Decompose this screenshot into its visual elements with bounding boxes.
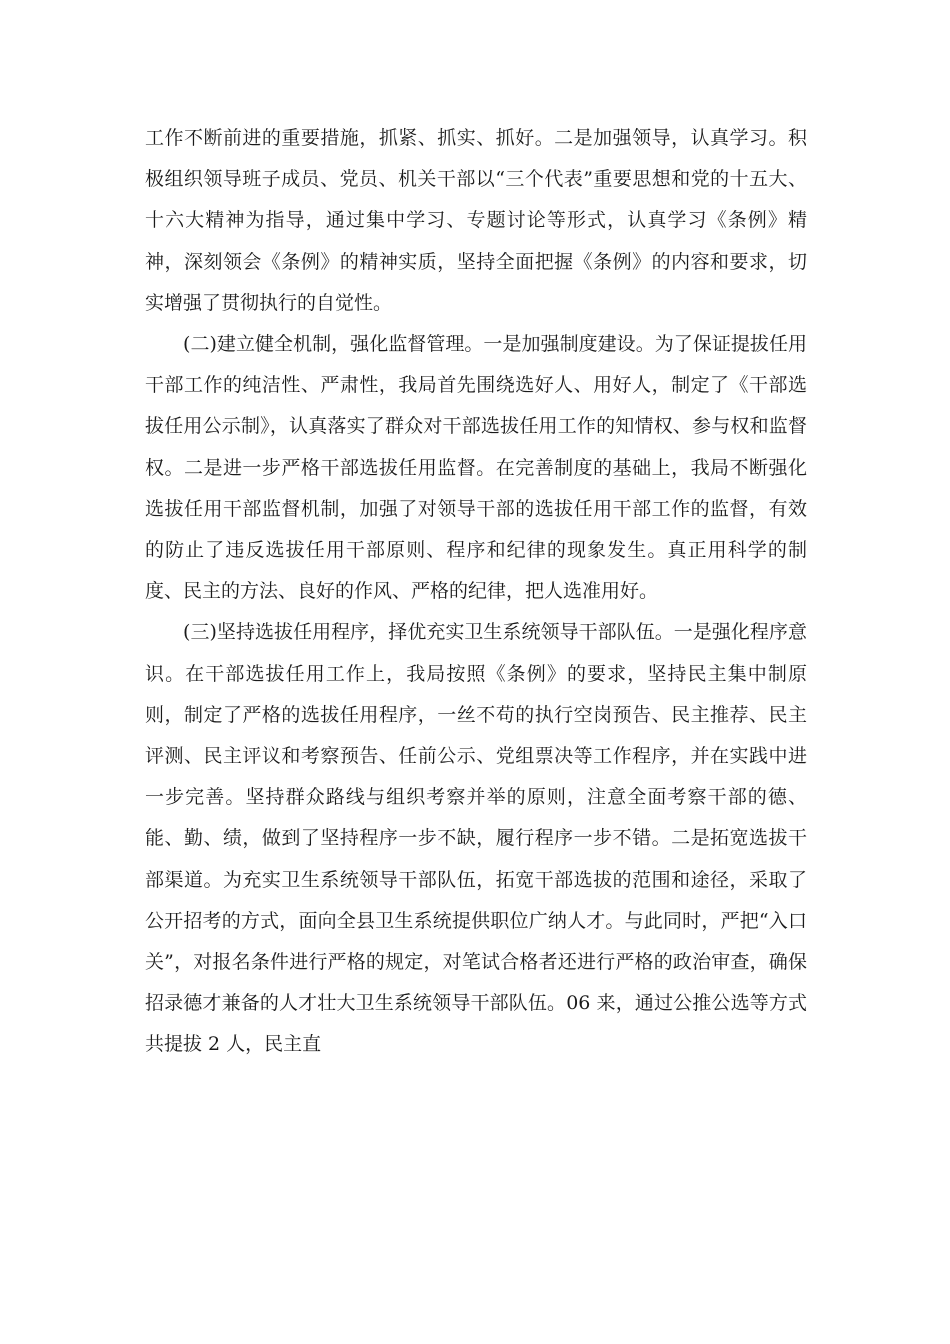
paragraph-continuation: 工作不断前进的重要措施，抓紧、抓实、抓好。二是加强领导，认真学习。积极组织领导班子成员、党员、机关干部以“三个代表”重要思想和党的十五大、十六大精神为指导，通过集中学习、专题讨论等形式，认真学习《条例》精神，深刻领会《条例》的精神实质，坚持全面把握《条例》的内容和要求，切实增强了贯彻执行的自觉性。: [145, 127, 807, 314]
paragraph-section-three: (三)坚持选拔任用程序，择优充实卫生系统领导干部队伍。一是强化程序意识。在干部选拔任用工作上，我局按照《条例》的要求，坚持民主集中制原则，制定了严格的选拔任用程序，一丝不苟的执行空岗预告、民主推荐、民主评测、民主评议和考察预告、任前公示、党组票决等工作程序，并在实践中进一步完善。坚持群众路线与组织考察并举的原则，注意全面考察干部的德、能、勤、绩，做到了坚持程序一步不缺，履行程序一步不错。二是拓宽选拔干部渠道。为充实卫生系统领导干部队伍，拓宽干部选拔的范围和途径，采取了公开招考的方式，面向全县卫生系统提供职位广纳人才。与此同时，严把“入口关”，对报名条件进行严格的规定，对笔试合格者还进行严格的政治审查，确保招录德才兼备的人才壮大卫生系统领导干部队伍。06 来，通过公推公选等方式共提拔 2 人，民主直: [145, 621, 807, 1056]
document-body: [145, 118, 807, 1066]
paragraph-section-two: (二)建立健全机制，强化监督管理。一是加强制度建设。为了保证提拔任用干部工作的纯洁性、严肃性，我局首先围绕选好人、用好人，制定了《干部选拔任用公示制》，认真落实了群众对干部选拔任用工作的知情权、参与权和监督权。二是进一步严格干部选拔任用监督。在完善制度的基础上，我局不断强化选拔任用干部监督机制，加强了对领导干部的选拔任用干部工作的监督，有效的防止了违反选拔任用干部原则、程序和纪律的现象发生。真正用科学的制度、民主的方法、良好的作风、严格的纪律，把人选准用好。: [145, 333, 807, 603]
